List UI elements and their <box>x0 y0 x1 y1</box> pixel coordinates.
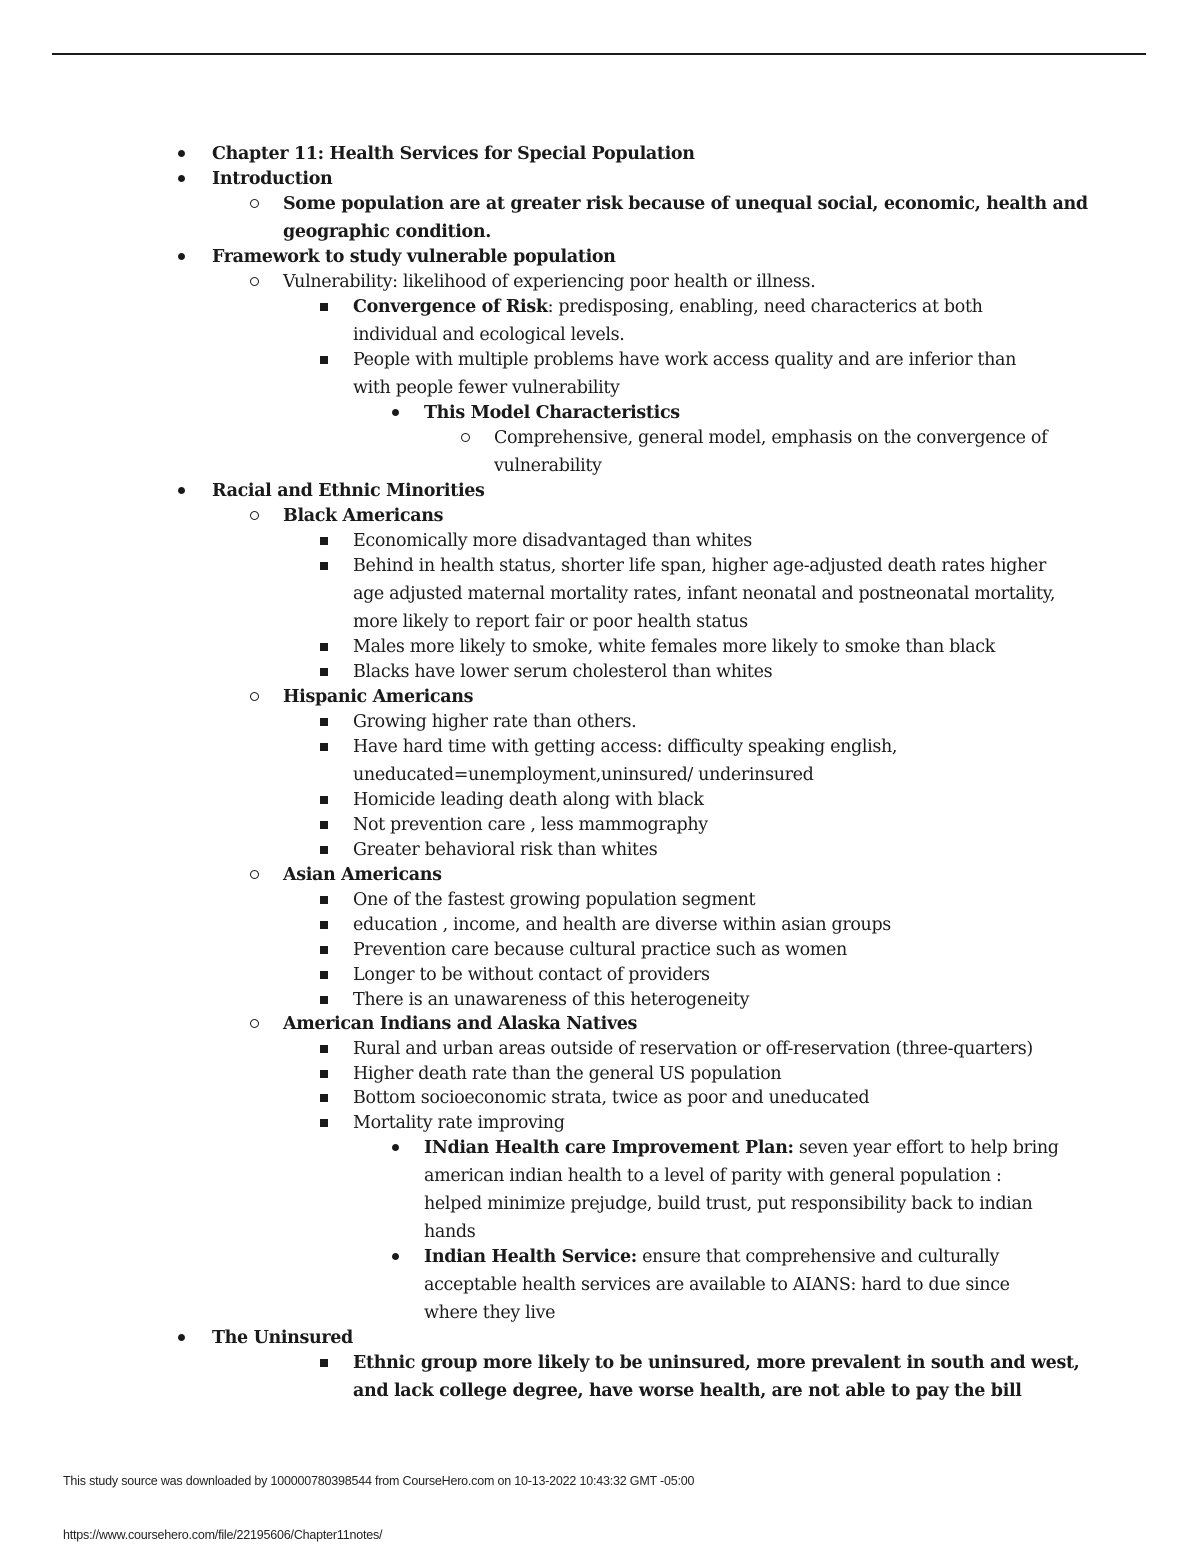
note-text <box>283 683 473 711</box>
plain-text: Economically more disadvantaged than whites <box>353 531 752 551</box>
bold-text: Asian Americans <box>283 865 442 885</box>
note-text <box>424 1218 475 1246</box>
note-text <box>353 786 704 814</box>
dot-bullet-icon <box>387 1243 407 1271</box>
plain-text: Vulnerability: likelihood of experiencing poor health or illness. <box>283 272 816 292</box>
note-text <box>212 243 616 271</box>
plain-text: vulnerability <box>494 456 602 476</box>
download-note: This study source was downloaded by 100000780398544 from CourseHero.com on 10-13-2022 10:43:32 GMT -05:00 <box>63 1474 695 1488</box>
bold-text: geographic condition. <box>283 222 491 242</box>
square-bullet-icon <box>316 346 336 374</box>
plain-text: individual and ecological levels. <box>353 325 625 345</box>
plain-text: with people fewer vulnerability <box>353 378 620 398</box>
plain-text: american indian health to a level of parity with general population : <box>424 1166 1002 1186</box>
plain-text: Blacks have lower serum cholesterol than whites <box>353 662 773 682</box>
dot-bullet-icon <box>173 477 193 505</box>
note-text <box>424 1299 555 1327</box>
dot-bullet-icon <box>387 399 407 427</box>
plain-text: hands <box>424 1222 476 1242</box>
bold-text: INdian Health care Improvement Plan: <box>424 1138 794 1158</box>
plain-text: Rural and urban areas outside of reservation or off-reservation (three-quarters) <box>353 1039 1033 1059</box>
dot-bullet-icon <box>173 140 193 168</box>
note-text <box>424 1134 1059 1162</box>
dot-bullet-icon <box>387 1134 407 1162</box>
note-text <box>353 580 1055 608</box>
note-text <box>353 911 891 939</box>
plain-text: Behind in health status, shorter life span, higher age-adjusted death rates higher <box>353 556 1046 576</box>
dot-bullet-icon <box>173 165 193 193</box>
bold-text: Indian Health Service: <box>424 1247 637 1267</box>
bold-text: Introduction <box>212 169 333 189</box>
dot-bullet-icon <box>173 243 193 271</box>
square-bullet-icon <box>316 886 336 914</box>
square-bullet-icon <box>316 961 336 989</box>
bold-text: Chapter 11: Health Services for Special Population <box>212 144 695 164</box>
plain-text: helped minimize prejudge, build trust, put responsibility back to indian <box>424 1194 1033 1214</box>
plain-text: acceptable health services are available to AIANS: hard to due since <box>424 1275 1010 1295</box>
note-text <box>353 811 708 839</box>
plain-text: One of the fastest growing population segment <box>353 890 756 910</box>
note-text <box>353 836 657 864</box>
ring-bullet-icon <box>246 861 266 889</box>
note-text <box>212 1324 353 1352</box>
plain-text: Greater behavioral risk than whites <box>353 840 658 860</box>
square-bullet-icon <box>316 658 336 686</box>
note-text <box>494 424 1047 452</box>
note-text <box>353 658 772 686</box>
note-text <box>494 452 602 480</box>
note-text <box>353 886 755 914</box>
plain-text: Higher death rate than the general US population <box>353 1064 782 1084</box>
square-bullet-icon <box>316 811 336 839</box>
plain-text: Longer to be without contact of providers <box>353 965 710 985</box>
note-text <box>353 346 1016 374</box>
square-bullet-icon <box>316 1109 336 1137</box>
note-text <box>424 1190 1032 1218</box>
plain-text: People with multiple problems have work access quality and are inferior than <box>353 350 1017 370</box>
bold-text: This Model Characteristics <box>424 403 680 423</box>
plain-text: age adjusted maternal mortality rates, infant neonatal and postneonatal mortality, <box>353 584 1056 604</box>
note-text <box>353 293 983 321</box>
bold-text: American Indians and Alaska Natives <box>283 1014 638 1034</box>
bold-text: Hispanic Americans <box>283 687 474 707</box>
plain-text: : predisposing, enabling, need characterics at both <box>547 297 983 317</box>
plain-text: Comprehensive, general model, emphasis on the convergence of <box>494 428 1048 448</box>
note-text <box>353 1084 869 1112</box>
note-text <box>283 268 815 296</box>
ring-bullet-icon <box>246 268 266 296</box>
note-text <box>353 552 1046 580</box>
note-text <box>424 1162 1002 1190</box>
note-text <box>283 218 491 246</box>
plain-text: where they live <box>424 1303 556 1323</box>
plain-text: seven year effort to help bring <box>793 1138 1059 1158</box>
bold-text: Framework to study vulnerable population <box>212 247 616 267</box>
bold-text: Black Americans <box>283 506 444 526</box>
note-text <box>424 399 680 427</box>
plain-text: There is an unawareness of this heterogeneity <box>353 990 750 1010</box>
plain-text: Bottom socioeconomic strata, twice as poor and uneducated <box>353 1088 870 1108</box>
note-text <box>353 321 625 349</box>
plain-text: education , income, and health are diverse within asian groups <box>353 915 891 935</box>
note-text <box>353 608 748 636</box>
square-bullet-icon <box>316 633 336 661</box>
square-bullet-icon <box>316 911 336 939</box>
note-text <box>353 1349 1079 1377</box>
note-text <box>353 961 710 989</box>
plain-text: Growing higher rate than others. <box>353 712 637 732</box>
bold-text: Ethnic group more likely to be uninsured, more prevalent in south and west, <box>353 1353 1080 1373</box>
square-bullet-icon <box>316 786 336 814</box>
plain-text: Males more likely to smoke, white females more likely to smoke than black <box>353 637 995 657</box>
ring-bullet-icon <box>246 683 266 711</box>
plain-text: Prevention care because cultural practice such as women <box>353 940 847 960</box>
note-text <box>212 165 332 193</box>
square-bullet-icon <box>316 1084 336 1112</box>
note-text <box>353 374 620 402</box>
note-text <box>353 733 897 761</box>
note-text <box>353 1035 1033 1063</box>
note-text <box>353 1109 565 1137</box>
bold-text: Racial and Ethnic Minorities <box>212 481 485 501</box>
square-bullet-icon <box>316 1035 336 1063</box>
plain-text: uneducated=unemployment,uninsured/ underinsured <box>353 765 814 785</box>
dot-bullet-icon <box>173 1324 193 1352</box>
note-text <box>353 1377 1022 1405</box>
square-bullet-icon <box>316 708 336 736</box>
square-bullet-icon <box>316 1349 336 1377</box>
ring-bullet-icon <box>246 1010 266 1038</box>
note-text <box>212 140 695 168</box>
plain-text: Homicide leading death along with black <box>353 790 704 810</box>
bold-text: The Uninsured <box>212 1328 353 1348</box>
note-text <box>353 633 995 661</box>
plain-text: Not prevention care , less mammography <box>353 815 708 835</box>
bold-text: and lack college degree, have worse health, are not able to pay the bill <box>353 1381 1022 1401</box>
square-bullet-icon <box>316 293 336 321</box>
note-text <box>424 1271 1010 1299</box>
top-rule <box>52 53 1146 55</box>
square-bullet-icon <box>316 733 336 761</box>
ring-bullet-icon <box>246 502 266 530</box>
ring-bullet-icon <box>457 424 477 452</box>
square-bullet-icon <box>316 527 336 555</box>
bold-text: Convergence of Risk <box>353 297 548 317</box>
note-text <box>283 861 442 889</box>
square-bullet-icon <box>316 552 336 580</box>
bold-text: Some population are at greater risk because of unequal social, economic, health and <box>283 194 1088 214</box>
note-text <box>283 1010 637 1038</box>
note-text <box>283 190 1088 218</box>
square-bullet-icon <box>316 936 336 964</box>
note-text <box>353 761 814 789</box>
ring-bullet-icon <box>246 190 266 218</box>
note-text <box>353 527 752 555</box>
plain-text: more likely to report fair or poor health status <box>353 612 748 632</box>
source-url[interactable]: https://www.coursehero.com/file/22195606/Chapter11notes/ <box>63 1528 383 1542</box>
square-bullet-icon <box>316 836 336 864</box>
note-text <box>353 708 636 736</box>
note-text <box>353 936 847 964</box>
note-text <box>283 502 443 530</box>
plain-text: Have hard time with getting access: difficulty speaking english, <box>353 737 898 757</box>
note-text <box>424 1243 999 1271</box>
note-text <box>212 477 485 505</box>
plain-text: Mortality rate improving <box>353 1113 565 1133</box>
plain-text: ensure that comprehensive and culturally <box>636 1247 1000 1267</box>
